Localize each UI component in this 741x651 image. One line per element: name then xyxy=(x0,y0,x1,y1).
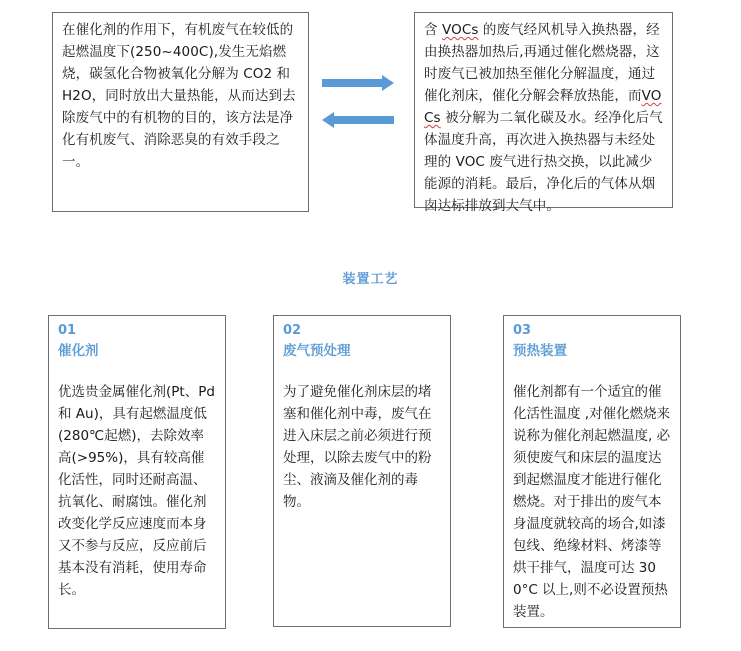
process-card-preheating xyxy=(503,315,681,628)
spellcheck-word: VOCs xyxy=(442,22,479,38)
section-title: 装置工艺 xyxy=(342,272,399,287)
intro-left-box xyxy=(52,12,309,212)
card-number: 02 xyxy=(283,323,302,338)
card-number: 03 xyxy=(513,323,532,338)
card-title: 废气预处理 xyxy=(283,343,351,359)
intro-right-text xyxy=(415,13,672,217)
process-card-pretreatment xyxy=(273,315,451,627)
text-segment: 被分解为二氧化碳及水。经净化后气体温度升高，再次进入换热器与未经处理的 VOC 废气进行热交换，以此减少能源的消耗。最后，净化后的气体从烟囱达标排放到大气中。 xyxy=(424,110,663,214)
text-segment: 的废气经风机导入换热器，经由换热器加热后,再通过催化燃烧器，这时废气已被加热至催化分解温度，通过催化剂床，催化分解会释放热能，而 xyxy=(424,22,660,104)
process-card-catalyst xyxy=(48,315,226,629)
intro-right-box xyxy=(414,12,673,214)
arrow-left-icon xyxy=(322,112,394,128)
arrow-right-icon xyxy=(322,75,394,91)
intro-left-text: 在催化剂的作用下，有机废气在较低的起燃温度下(250~400C),发生无焰燃烧，碳氢化合物被氧化分解为 CO2 和 H2O，同时放出大量热能，从而达到去除废气中的有机物的目的，该方法是净化有机废气、消除恶臭的有效手段之一。 xyxy=(62,22,296,170)
card-body: 优选贵金属催化剂(Pt、Pd 和 Au)，具有起燃温度低(280℃起燃)，去除效率高(>95%)，具有较高催化活性，同时还耐高温、抗氧化、耐腐蚀。催化剂改变化学反应速度而本身又不参与反应，反应前后基本没有消耗，使用寿命长。 xyxy=(58,384,215,598)
spellcheck-word: VOCs xyxy=(424,88,662,126)
card-body: 催化剂都有一个适宜的催化活性温度 ,对催化燃烧来说称为催化剂起燃温度, 必须使废气和床层的温度达到起燃温度才能进行催化燃烧。对于排出的废气本身温度就较高的场合,如漆包线、绝缘材料、烤漆等烘干排气，温度可达 300°C 以上,则不必设置预热装置。 xyxy=(513,384,671,620)
card-number: 01 xyxy=(58,323,77,338)
card-title: 预热装置 xyxy=(513,343,567,359)
card-title: 催化剂 xyxy=(58,343,99,359)
text-segment: 含 xyxy=(424,22,442,38)
card-body: 为了避免催化剂床层的堵塞和催化剂中毒，废气在进入床层之前必须进行预处理，以除去废气中的粉尘、液滴及催化剂的毒物。 xyxy=(283,384,432,510)
